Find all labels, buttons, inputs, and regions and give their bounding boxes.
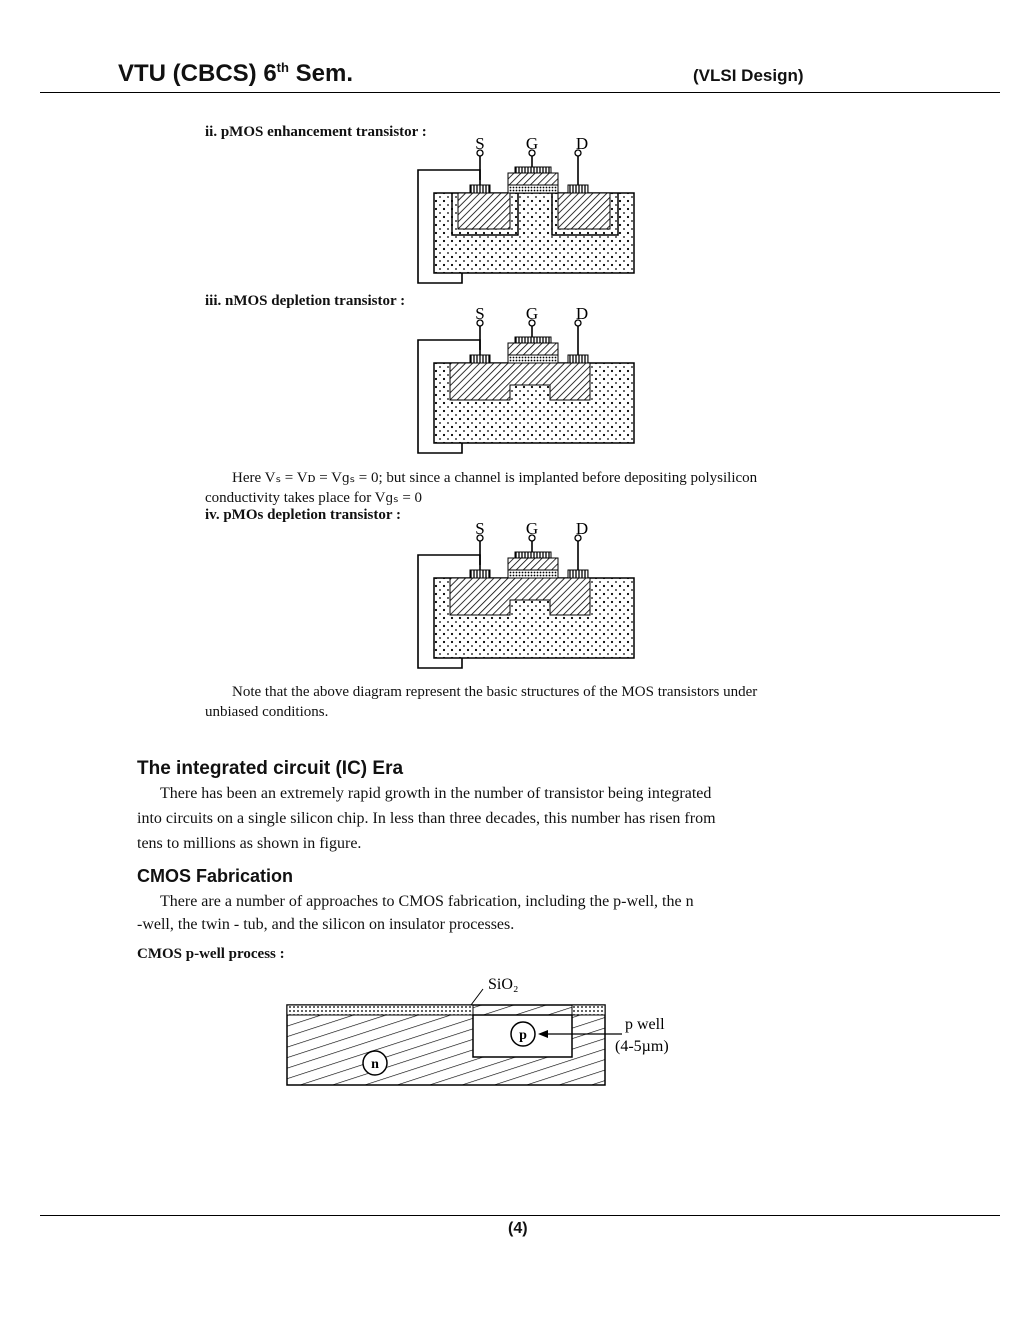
- drain-terminal-label: D: [575, 135, 589, 153]
- pmos-depletion-diagram: [410, 520, 650, 675]
- p-region-label: p: [519, 1028, 527, 1043]
- paragraph-line: into circuits on a single silicon chip. In less than three decades, this number has risen from: [137, 810, 716, 827]
- gate-terminal-label: G: [525, 520, 539, 538]
- section-label: ii. pMOS enhancement transistor :: [205, 124, 427, 140]
- page-number: (4): [508, 1220, 528, 1237]
- paragraph-line: tens to millions as shown in figure.: [137, 835, 362, 852]
- source-terminal-label: S: [475, 135, 485, 153]
- n-region-label: n: [371, 1057, 379, 1072]
- gate-terminal-label: G: [525, 305, 539, 323]
- header-rule: [40, 92, 1000, 93]
- cmos-pwell-diagram: [280, 965, 700, 1090]
- header-title: VTU (CBCS) 6th Sem.: [118, 60, 353, 87]
- note-text: Note that the above diagram represent the basic structures of the MOS transistors under: [232, 684, 758, 700]
- sio2-label: SiO₂: [488, 976, 519, 993]
- source-terminal-label: S: [475, 520, 485, 538]
- footer-rule: [40, 1215, 1000, 1216]
- paragraph-line: -well, the twin - tub, and the silicon on insulator processes.: [137, 916, 515, 933]
- note-text: unbiased conditions.: [205, 704, 329, 720]
- depletion-note: Here Vₛ = Vᴅ = Vɡₛ = 0; but since a channel is implanted before depositing polysilicon: [232, 470, 758, 486]
- section-label: iv. pMOs depletion transistor :: [205, 507, 401, 523]
- source-terminal-label: S: [475, 305, 485, 323]
- pwell-label: p well: [625, 1016, 665, 1033]
- nmos-depletion-diagram: [410, 305, 650, 460]
- section-heading: The integrated circuit (IC) Era: [137, 758, 404, 779]
- depletion-note: conductivity takes place for Vɡₛ = 0: [205, 490, 423, 506]
- drain-terminal-label: D: [575, 305, 589, 323]
- paragraph-line: There has been an extremely rapid growth in the number of transistor being integrated: [160, 785, 712, 802]
- gate-terminal-label: G: [525, 135, 539, 153]
- paragraph-line: There are a number of approaches to CMOS fabrication, including the p-well, the n: [160, 893, 694, 910]
- section-label: iii. nMOS depletion transistor :: [205, 293, 406, 309]
- section-label: CMOS p-well process :: [137, 946, 285, 962]
- drain-terminal-label: D: [575, 520, 589, 538]
- section-heading: CMOS Fabrication: [137, 866, 294, 886]
- header-subject: (VLSI Design): [693, 66, 804, 85]
- pwell-depth-label: (4-5µm): [615, 1038, 669, 1055]
- pmos-enhancement-diagram: [410, 135, 650, 290]
